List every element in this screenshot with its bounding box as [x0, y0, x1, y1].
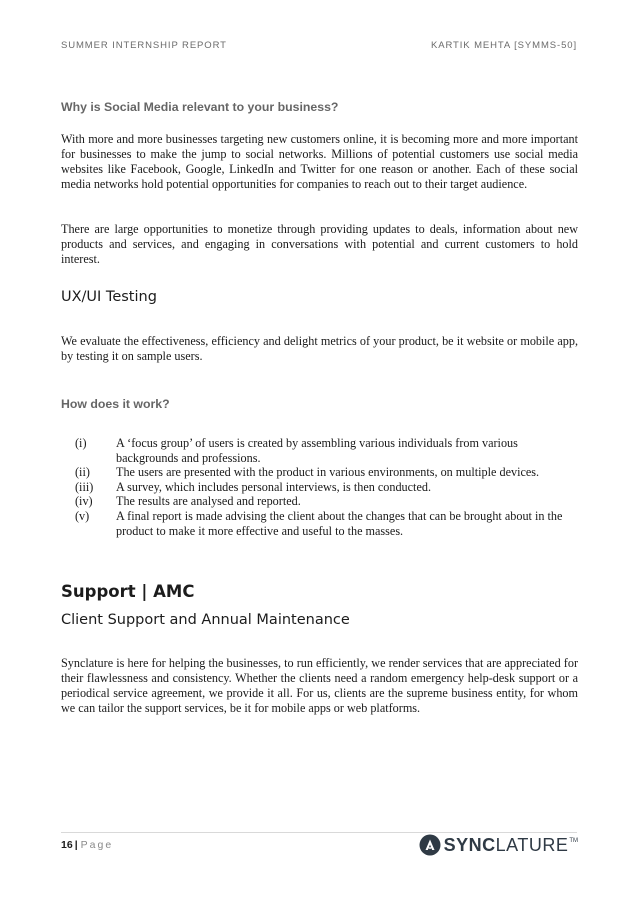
list-item — [61, 436, 578, 465]
list-item — [61, 465, 578, 480]
list-item — [61, 509, 578, 538]
list-item-text: The results are analysed and reported. — [116, 494, 301, 509]
header-author: KARTIK MEHTA [SYMMS-50] — [431, 40, 577, 51]
support-paragraph: Synclature is here for helping the businesses, to run efficiently, we render services that are appreciated for their flawlessness and consistency. Whether the clients need a random emergency help-desk support or a periodical service agreement, we provide it all. For us, clients are the supreme business entity, for whom we can tailor the support services, be it for mobile apps or web platforms. — [61, 656, 578, 715]
page-label: Page — [80, 839, 114, 851]
synclature-logo-icon — [419, 834, 441, 856]
list-item-text: A ‘focus group’ of users is created by assembling various individuals from various backgrounds and professions. — [116, 436, 518, 465]
running-header — [61, 40, 577, 54]
uxui-testing-paragraph: We evaluate the effectiveness, efficiency and delight metrics of your product, be it website or mobile app, by testing it on sample users. — [61, 334, 578, 363]
page-number — [61, 839, 113, 851]
list-item-text: A final report is made advising the client about the changes that can be brought about in the product to make it more effective and useful to the masses. — [116, 508, 563, 538]
list-item-text: The users are presented with the product in various environments, on multiple devices. — [116, 465, 540, 480]
page-number-value: 16 — [61, 839, 73, 851]
list-item — [61, 480, 578, 495]
list-item-text: A survey, which includes personal interviews, is then conducted. — [116, 479, 431, 494]
synclature-logo — [419, 833, 578, 857]
social-media-heading: Why is Social Media relevant to your business? — [61, 100, 339, 114]
support-amc-heading: Support | AMC — [61, 582, 195, 601]
header-title: SUMMER INTERNSHIP REPORT — [61, 40, 227, 51]
list-item-number: (ii) — [75, 465, 90, 480]
steps-list — [61, 436, 578, 538]
how-it-works-heading: How does it work? — [61, 397, 170, 411]
support-subheading: Client Support and Annual Maintenance — [61, 612, 350, 628]
logo-trademark: TM — [569, 838, 578, 844]
list-item-number: (i) — [75, 436, 87, 450]
page-number-separator: | — [74, 839, 78, 851]
logo-text-bold: SYNC — [443, 834, 496, 855]
social-media-paragraph-1: With more and more businesses targeting new customers online, it is becoming more and more important for businesses to make the jump to social networks. Millions of potential customers use social media websites like Facebook, Google, LinkedIn and Twitter for one reason or another. Each of these social media networks hold potential opportunities for companies to reach out to their target audience. — [61, 132, 578, 191]
list-item-number: (iv) — [75, 494, 93, 509]
logo-text-light: LATURE — [495, 834, 569, 855]
uxui-testing-heading: UX/UI Testing — [61, 289, 157, 305]
list-item-number: (v) — [75, 508, 90, 523]
list-item-number: (iii) — [75, 479, 94, 494]
social-media-paragraph-2: There are large opportunities to monetize through providing updates to deals, information about new products and services, and engaging in conversations with potential and current customers to hold interest. — [61, 222, 578, 266]
list-item — [61, 494, 578, 509]
